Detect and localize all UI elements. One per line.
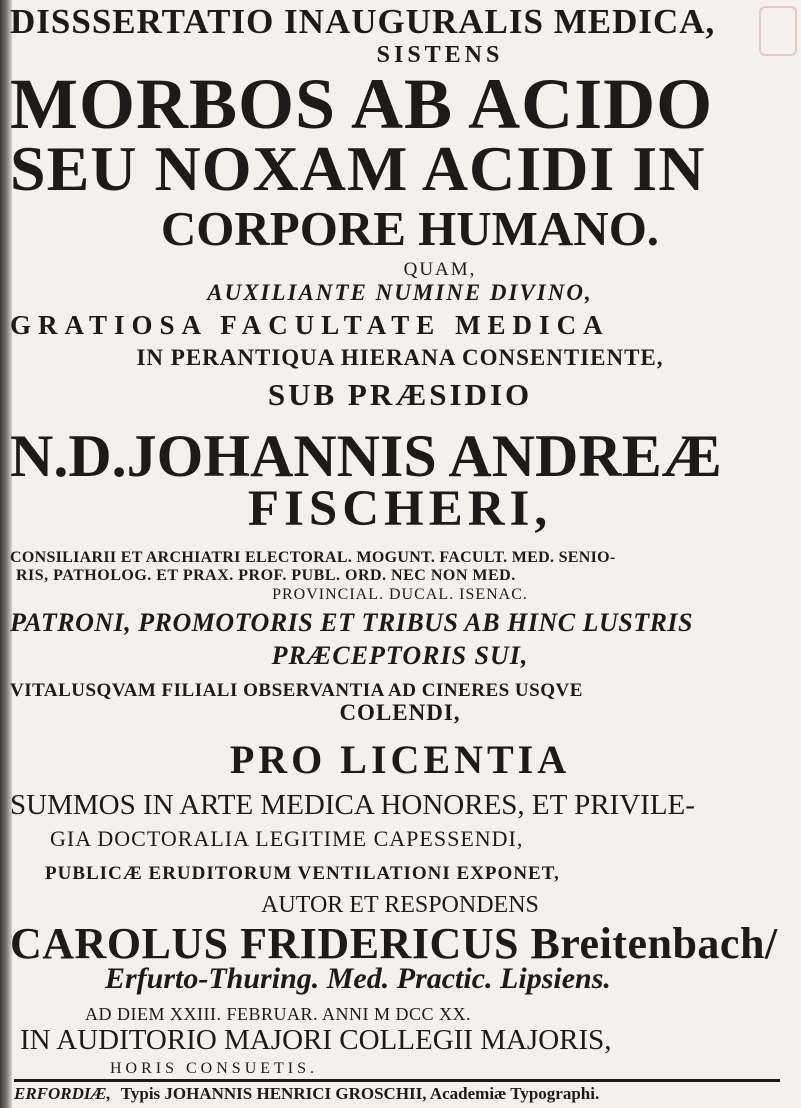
- praeses-surname: FISCHERI,: [247, 481, 553, 537]
- date-line: AD DIEM XXIII. FEBRUAR. ANNI M DCC XX.: [85, 1004, 472, 1024]
- colendi-line: COLENDI,: [339, 700, 461, 725]
- praeceptoris-line: PRÆCEPTORIS SUI,: [271, 641, 529, 670]
- sistens-line: SISTENS: [376, 42, 504, 68]
- quam-line: QUAM,: [403, 259, 477, 280]
- praeses-titles-line-3: PROVINCIAL. DUCAL. ISENAC.: [272, 586, 528, 603]
- respondent-name: CAROLUS FRIDERICUS Breitenbach/: [10, 919, 778, 968]
- title-line-1: MORBOS AB ACIDO: [10, 64, 714, 144]
- title-line-3: CORPORE HUMANO.: [160, 201, 660, 256]
- title-line-2: SEU NOXAM ACIDI IN: [10, 133, 706, 204]
- doctoralia-line: GIA DOCTORALIA LEGITIME CAPESSENDI,: [50, 826, 524, 851]
- horis-line: HORIS CONSUETIS.: [110, 1060, 319, 1077]
- observantia-line: VITALUSQVAM FILIALI OBSERVANTIA AD CINERES USQVE: [10, 680, 583, 701]
- praeses-name: N.D.JOHANNIS ANDREÆ: [10, 423, 722, 489]
- praesidio-line: SUB PRÆSIDIO: [267, 377, 533, 412]
- hierana-line: IN PERANTIQUA HIERANA CONSENTIENTE,: [136, 345, 664, 370]
- respondent-origin: Erfurto-Thuring. Med. Practic. Lipsiens.: [105, 962, 611, 995]
- patroni-line: PATRONI, PROMOTORIS ET TRIBUS AB HINC LUSTRIS: [10, 608, 693, 637]
- auxiliante-line: AUXILIANTE NUMINE DIVINO,: [207, 280, 593, 305]
- auditorio-line: IN AUDITORIO MAJORI COLLEGII MAJORIS,: [20, 1024, 612, 1056]
- praeses-titles-line-1: CONSILIARII ET ARCHIATRI ELECTORAL. MOGUNT. FACULT. MED. SENIO-: [10, 549, 616, 566]
- imprint-printer: Typis JOHANNIS HENRICI GROSCHII, Academiæ Typographi.: [120, 1084, 600, 1103]
- dissertation-heading: DISSSERTATIO INAUGURALIS MEDICA,: [10, 2, 716, 41]
- autor-line: AUTOR ET RESPONDENS: [261, 892, 539, 918]
- honores-line: SUMMOS IN ARTE MEDICA HONORES, ET PRIVILE-: [10, 789, 695, 821]
- imprint-place: ERFORDIÆ,: [14, 1084, 111, 1103]
- pro-licentia-line: PRO LICENTIA: [229, 737, 571, 782]
- faculty-line: GRATIOSA FACULTATE MEDICA: [10, 310, 610, 340]
- exponet-line: PUBLICÆ ERUDITORUM VENTILATIONI EXPONET,: [45, 863, 560, 884]
- imprint-rule: [14, 1079, 780, 1082]
- imprint: [14, 1084, 784, 1106]
- praeses-titles-line-2: RIS, PATHOLOG. ET PRAX. PROF. PUBL. ORD. NEC NON MED.: [16, 567, 516, 584]
